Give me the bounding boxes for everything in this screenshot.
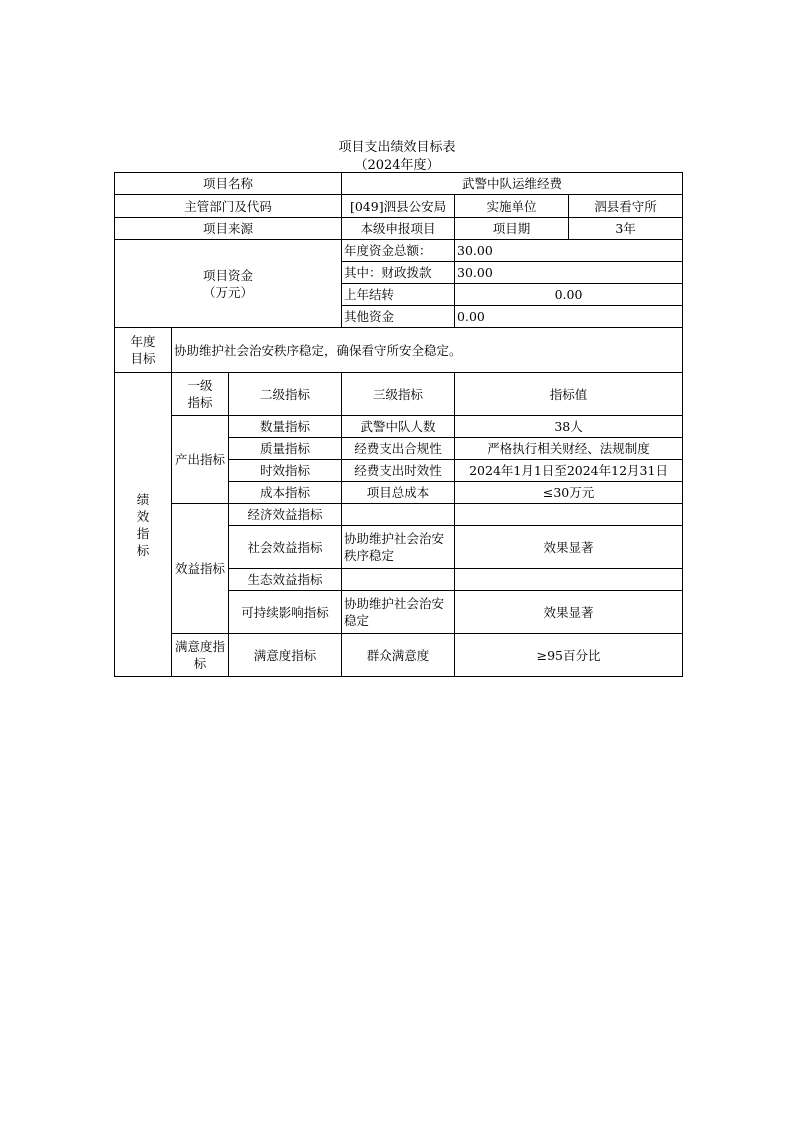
funds-fiscal-value: 30.00	[455, 262, 683, 284]
level3-cell: 经费支出时效性	[342, 460, 455, 482]
department-value: [049]泗县公安局	[342, 195, 455, 218]
project-funds-label-line2: （万元）	[203, 284, 254, 300]
performance-table	[114, 172, 683, 677]
level3-cell: 项目总成本	[342, 482, 455, 504]
project-name-value: 武警中队运维经费	[342, 173, 683, 195]
project-source-value: 本级申报项目	[342, 218, 455, 240]
annual-goal-label	[115, 328, 172, 373]
level2-cell: 社会效益指标	[229, 526, 342, 569]
table-year: （2024年度）	[354, 158, 440, 173]
table-row	[115, 634, 683, 677]
annual-goal-label-line1: 年度	[130, 334, 156, 349]
project-period-value: 3年	[569, 218, 683, 240]
project-source-label: 项目来源	[115, 218, 342, 240]
funds-fiscal-label: 其中：财政拨款	[342, 262, 455, 284]
annual-goal-text: 协助维护社会治安秩序稳定，确保看守所安全稳定。	[172, 328, 683, 373]
level3-cell: 协助维护社会治安秩序稳定	[342, 526, 455, 569]
project-funds-label-line1: 项目资金	[203, 267, 254, 283]
funds-other-value: 0.00	[455, 306, 683, 328]
value-cell: 严格执行相关财经、法规制度	[455, 438, 683, 460]
header-level1-line2: 指标	[187, 395, 213, 410]
table-row	[115, 328, 683, 373]
project-funds-label	[115, 240, 342, 328]
level2-cell: 时效指标	[229, 460, 342, 482]
table-row	[115, 373, 683, 416]
header-level2: 二级指标	[229, 373, 342, 416]
table-row	[115, 240, 683, 262]
header-level3: 三级指标	[342, 373, 455, 416]
table-title: 项目支出绩效目标表	[338, 140, 456, 155]
satisfaction-indicators-label: 满意度指标	[172, 634, 229, 677]
table-row	[115, 416, 683, 438]
level2-cell: 数量指标	[229, 416, 342, 438]
level2-cell: 生态效益指标	[229, 569, 342, 591]
level2-cell: 成本指标	[229, 482, 342, 504]
annual-goal-label-line2: 目标	[130, 351, 156, 366]
value-cell: 效果显著	[455, 591, 683, 634]
header-level1	[172, 373, 229, 416]
value-cell	[455, 569, 683, 591]
side-char: 效	[136, 508, 150, 524]
header-value: 指标值	[455, 373, 683, 416]
level3-cell	[342, 569, 455, 591]
value-cell: 效果显著	[455, 526, 683, 569]
table-row	[115, 173, 683, 195]
level3-cell	[342, 504, 455, 526]
value-cell: ≤30万元	[455, 482, 683, 504]
side-char: 绩	[136, 491, 150, 507]
level3-cell: 协助维护社会治安稳定	[342, 591, 455, 634]
table-row	[115, 504, 683, 526]
value-cell	[455, 504, 683, 526]
implementer-value: 泗县看守所	[569, 195, 683, 218]
funds-total-label: 年度资金总额：	[342, 240, 455, 262]
funds-carryover-value: 0.00	[455, 284, 683, 306]
funds-other-label: 其他资金	[342, 306, 455, 328]
implementer-label: 实施单位	[455, 195, 569, 218]
level2-cell: 满意度指标	[229, 634, 342, 677]
performance-indicators-label	[115, 373, 172, 677]
value-cell: 2024年1月1日至2024年12月31日	[455, 460, 683, 482]
output-indicators-label: 产出指标	[172, 416, 229, 504]
level2-cell: 经济效益指标	[229, 504, 342, 526]
project-name-label: 项目名称	[115, 173, 342, 195]
project-period-label: 项目期	[455, 218, 569, 240]
level3-cell: 群众满意度	[342, 634, 455, 677]
table-row	[115, 218, 683, 240]
benefit-indicators-label: 效益指标	[172, 504, 229, 634]
level3-cell: 经费支出合规性	[342, 438, 455, 460]
level2-cell: 可持续影响指标	[229, 591, 342, 634]
table-row	[115, 195, 683, 218]
header-level1-line1: 一级	[187, 378, 213, 393]
funds-carryover-label: 上年结转	[342, 284, 455, 306]
side-char: 指	[136, 525, 150, 541]
department-label: 主管部门及代码	[115, 195, 342, 218]
value-cell: ≥95百分比	[455, 634, 683, 677]
funds-total-value: 30.00	[455, 240, 683, 262]
value-cell: 38人	[455, 416, 683, 438]
level2-cell: 质量指标	[229, 438, 342, 460]
side-char: 标	[136, 542, 150, 558]
level3-cell: 武警中队人数	[342, 416, 455, 438]
